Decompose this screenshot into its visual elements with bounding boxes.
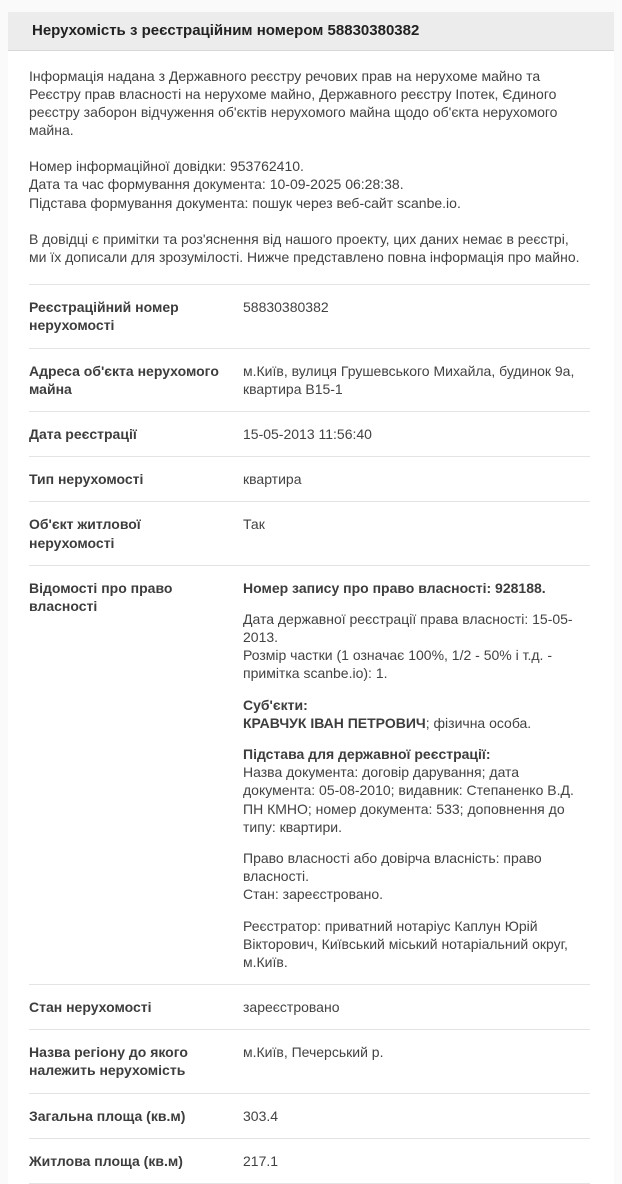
row-label: Відомості про право власності [29, 579, 243, 971]
rights-type-line: Право власності або довірча власність: право власності. [243, 849, 590, 885]
row-value: 15-05-2013 11:56:40 [243, 425, 590, 443]
row-value: м.Київ, вулиця Грушевського Михайла, будинок 9а, квартира В15-1 [243, 362, 590, 398]
row-label: Стан нерухомості [29, 998, 243, 1016]
row-label: Реєстраційний номер нерухомості [29, 298, 243, 334]
ownership-registration-block [243, 610, 590, 683]
intro-paragraph-disclaimer: В довідці є примітки та роз'яснення від нашого проекту, цих даних немає в реєстрі, ми їх дописали для зрозумілості. Нижче представлено повна інформація про майно. [29, 230, 590, 266]
row-label: Об'єкт житлової нерухомості [29, 515, 243, 551]
row-label: Загальна площа (кв.м) [29, 1107, 243, 1125]
info-line-certificate-number: Номер інформаційної довідки: 953762410. [29, 157, 590, 175]
table-row [29, 1138, 590, 1183]
ownership-record-number: Номер запису про право власності: 928188. [243, 579, 590, 597]
table-row [29, 984, 590, 1029]
table-row [29, 411, 590, 456]
subject-name: КРАВЧУК ІВАН ПЕТРОВИЧ [243, 715, 426, 731]
row-value: 303.4 [243, 1107, 590, 1125]
rights-state-line: Стан: зареєстровано. [243, 885, 590, 903]
row-value: зареєстровано [243, 998, 590, 1016]
ownership-registrar-block: Реєстратор: приватний нотаріус Каплун Юрій Вікторович, Київський міський нотаріальний округ, м.Київ. [243, 917, 590, 972]
subjects-title: Суб'єкти: [243, 696, 590, 714]
row-value: м.Київ, Печерський р. [243, 1043, 590, 1079]
report-card [8, 51, 614, 1184]
page-title-text: Нерухомість з реєстраційним номером 58830380382 [32, 22, 419, 39]
row-label: Житлова площа (кв.м) [29, 1152, 243, 1170]
table-row [29, 1093, 590, 1138]
property-table [29, 284, 590, 1184]
row-label: Дата реєстрації [29, 425, 243, 443]
basis-text: Назва документа: договір дарування; дата документа: 05-08-2010; видавник: Степаненко В.Д. ПН КМНО; номер документа: 533; доповнення до типу: квартири. [243, 764, 574, 835]
ownership-row [29, 565, 590, 984]
row-label: Тип нерухомості [29, 470, 243, 488]
ownership-registration-date: Дата державної реєстрації права власності: 15-05-2013. [243, 610, 590, 646]
subject-type: ; фізична особа. [426, 715, 531, 731]
row-label: Назва регіону до якого належить нерухомість [29, 1043, 243, 1079]
table-row [29, 456, 590, 501]
info-line-generation-basis: Підстава формування документа: пошук через веб-сайт scanbe.io. [29, 194, 590, 212]
row-value: 217.1 [243, 1152, 590, 1170]
row-value: Так [243, 515, 590, 551]
ownership-rights-block [243, 849, 590, 904]
ownership-subjects-block [243, 696, 590, 732]
intro-section [29, 67, 590, 267]
ownership-share-size: Розмір частки (1 означає 100%, 1/2 - 50% і т.д. - примітка scanbe.io): 1. [243, 646, 590, 682]
ownership-details [243, 579, 590, 971]
table-row [29, 348, 590, 411]
intro-document-info [29, 157, 590, 212]
table-row [29, 284, 590, 347]
ownership-basis-block [243, 745, 590, 836]
row-label: Адреса об'єкта нерухомого майна [29, 362, 243, 398]
intro-paragraph-registries: Інформація надана з Державного реєстру речових прав на нерухоме майно та Реєстру прав власності на нерухоме майно, Державного реєстру Іпотек, Єдиного реєстру заборон відчуження об'єктів нерухомого майна щодо об'єкта нерухомого майна. [29, 67, 590, 140]
table-row [29, 501, 590, 564]
row-value: 58830380382 [243, 298, 590, 334]
info-line-generated-datetime: Дата та час формування документа: 10-09-2025 06:28:38. [29, 175, 590, 193]
table-row [29, 1029, 590, 1092]
subject-line [243, 714, 590, 732]
row-value: квартира [243, 470, 590, 488]
page-title [8, 12, 614, 51]
basis-title: Підстава для державної реєстрації: [243, 745, 590, 763]
